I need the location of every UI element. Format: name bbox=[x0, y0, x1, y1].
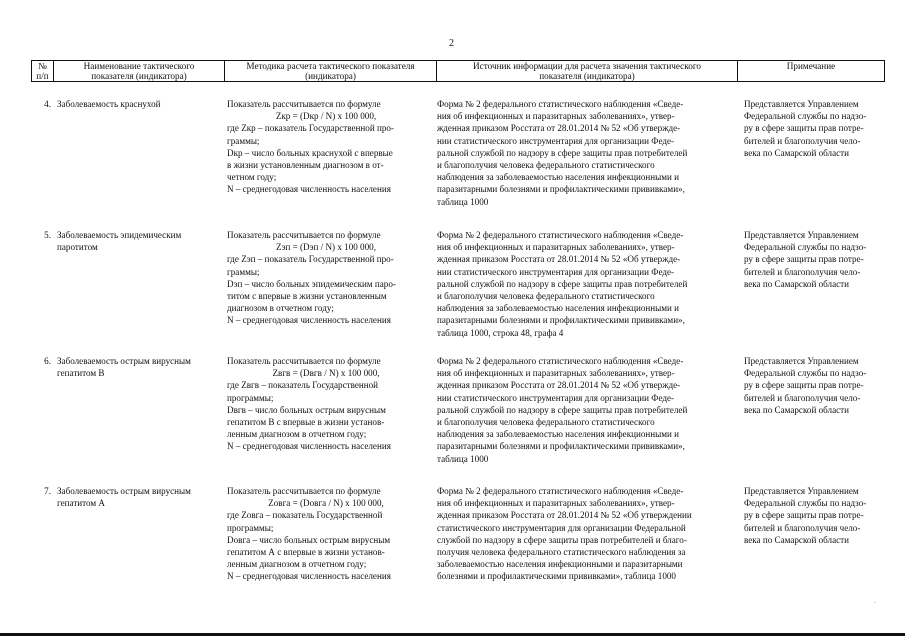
information-source-line: жденная приказом Росстата от 28.01.2014 № 52 «Об утвержде- bbox=[437, 254, 681, 265]
note-line: Представляется Управлением bbox=[744, 99, 859, 109]
row-number bbox=[31, 485, 51, 497]
calculation-method-line: четном году; bbox=[227, 172, 277, 183]
calculation-method-line: где Zовга – показатель Государственной bbox=[227, 510, 383, 521]
calculation-method-line: N – среднегодовая численность населения bbox=[227, 184, 391, 195]
information-source-line: жденная приказом Росстата от 28.01.2014 № 52 «Об утверждении bbox=[437, 510, 692, 521]
information-source-line: и благополучия человека федерального статистического bbox=[437, 417, 655, 428]
calculation-method-line: Zвгв = (Dвгв / N) x 100 000, bbox=[272, 368, 380, 379]
information-source-line: Форма № 2 федерального статистического наблюдения «Сведе- bbox=[437, 99, 684, 109]
calculation-method-line: в жизни установленным диагнозом в от- bbox=[227, 160, 384, 171]
information-source bbox=[437, 229, 741, 339]
information-source-line: паразитарными болезнями и профилактическими прививками», bbox=[437, 441, 685, 452]
indicator-name-line: Заболеваемость острым вирусным bbox=[57, 356, 191, 366]
calculation-method-line: Показатель рассчитывается по формуле bbox=[227, 230, 381, 240]
note-line: ру в сфере защиты прав потре- bbox=[744, 123, 864, 134]
information-source-line: ральной службой по надзору в сфере защиты прав потребителей bbox=[437, 147, 688, 158]
calculation-method-line: где Zвгв – показатель Государственной bbox=[227, 380, 379, 391]
information-source-line: Форма № 2 федерального статистического наблюдения «Сведе- bbox=[437, 356, 684, 366]
row-number-line: 6. bbox=[44, 356, 51, 366]
calculation-method-line: программы; bbox=[227, 392, 274, 403]
calculation-method-line: где Zэп – показатель Государственной про- bbox=[227, 254, 394, 265]
information-source-line: службой по надзору в сфере защиты прав потребителей и благо- bbox=[437, 534, 687, 545]
information-source-line: наблюдения за заболеваемостью населения инфекционными и bbox=[437, 303, 679, 314]
information-source-line: ния об инфекционных и паразитарных заболеваниях», утвер- bbox=[437, 498, 675, 509]
calculation-method-line: ленным диагнозом в отчетном году; bbox=[227, 559, 367, 570]
calculation-method-line: Dовга – число больных острым вирусным bbox=[227, 534, 391, 545]
note-line: Федеральной службы по надзо- bbox=[744, 368, 867, 379]
row-number bbox=[31, 355, 51, 367]
indicator-name-line: Заболеваемость краснухой bbox=[57, 99, 161, 109]
indicator-name-line: паротитом bbox=[57, 242, 98, 253]
calculation-method bbox=[227, 98, 425, 196]
calculation-method-line: где Zкр – показатель Государственной про- bbox=[227, 123, 394, 134]
information-source bbox=[437, 98, 741, 208]
note-line: века по Самарской области bbox=[744, 534, 850, 545]
indicator-name bbox=[57, 229, 225, 253]
note-line: бителей и благополучия чело- bbox=[744, 266, 861, 277]
calculation-method-line: Показатель рассчитывается по формуле bbox=[227, 99, 381, 109]
information-source-line: болезнями и профилактическими прививками», таблица 1000 bbox=[437, 571, 676, 582]
row-number-line: 4. bbox=[44, 99, 51, 109]
information-source-line: таблица 1000, строка 48, графа 4 bbox=[437, 327, 564, 338]
indicator-name bbox=[57, 485, 225, 509]
information-source-line: жденная приказом Росстата от 28.01.2014 № 52 «Об утвержде- bbox=[437, 380, 681, 391]
information-source-line: наблюдения за заболеваемостью населения инфекционными и bbox=[437, 172, 679, 183]
information-source-line: ральной службой по надзору в сфере защиты прав потребителей bbox=[437, 278, 688, 289]
calculation-method-line: Dвгв – число больных острым вирусным bbox=[227, 404, 386, 415]
header-note: Примечание bbox=[737, 61, 884, 81]
page-mark: . bbox=[874, 596, 876, 605]
information-source-line: таблица 1000 bbox=[437, 453, 489, 464]
information-source-line: нии статистического инструментария для организации Феде- bbox=[437, 135, 675, 146]
information-source-line: статистического инструментария для организации Федеральной bbox=[437, 522, 686, 533]
calculation-method bbox=[227, 229, 425, 327]
note-line: Представляется Управлением bbox=[744, 230, 859, 240]
calculation-method bbox=[227, 485, 425, 583]
information-source-line: ния об инфекционных и паразитарных заболеваниях», утвер- bbox=[437, 368, 675, 379]
indicator-name bbox=[57, 98, 225, 110]
indicator-name-line: Заболеваемость острым вирусным bbox=[57, 486, 191, 496]
calculation-method bbox=[227, 355, 425, 453]
calculation-method-line: гепатитом А с впервые в жизни установ- bbox=[227, 547, 385, 558]
indicator-name-line: Заболеваемость эпидемическим bbox=[57, 230, 182, 240]
information-source-line: Форма № 2 федерального статистического наблюдения «Сведе- bbox=[437, 486, 684, 496]
information-source-line: наблюдения за заболеваемостью населения инфекционными и bbox=[437, 429, 679, 440]
calculation-method-line: Показатель рассчитывается по формуле bbox=[227, 356, 381, 366]
information-source-line: заболеваемостью населения инфекционными и паразитарными bbox=[437, 559, 683, 570]
note-line: бителей и благополучия чело- bbox=[744, 522, 861, 533]
information-source-line: паразитарными болезнями и профилактическими прививками», bbox=[437, 315, 685, 326]
calculation-method-line: Dэп – число больных эпидемическим паро- bbox=[227, 278, 396, 289]
indicator-name bbox=[57, 355, 225, 379]
calculation-method-line: программы; bbox=[227, 522, 274, 533]
indicator-name-line: гепатитом А bbox=[57, 498, 105, 509]
information-source-line: паразитарными болезнями и профилактическими прививками», bbox=[437, 184, 685, 195]
header-source: Источник информации для расчета значения тактического показателя (индикатора) bbox=[436, 61, 737, 81]
row-number bbox=[31, 229, 51, 241]
calculation-method-line: Zовга = (Dовга / N) x 100 000, bbox=[268, 498, 384, 509]
note-line: века по Самарской области bbox=[744, 278, 850, 289]
calculation-method-line: Zэп = (Dэп / N) x 100 000, bbox=[276, 242, 376, 253]
calculation-method-line: N – среднегодовая численность населения bbox=[227, 441, 391, 452]
note bbox=[744, 355, 892, 416]
note-line: ру в сфере защиты прав потре- bbox=[744, 254, 864, 265]
calculation-method-line: Показатель рассчитывается по формуле bbox=[227, 486, 381, 496]
calculation-method-line: N – среднегодовая численность населения bbox=[227, 571, 391, 582]
note-line: века по Самарской области bbox=[744, 147, 850, 158]
information-source-line: и благополучия человека федерального статистического bbox=[437, 160, 655, 171]
row-number-line: 7. bbox=[44, 486, 51, 496]
note-line: бителей и благополучия чело- bbox=[744, 135, 861, 146]
header-method: Методика расчета тактического показателя (индикатора) bbox=[224, 61, 436, 81]
information-source-line: Форма № 2 федерального статистического наблюдения «Сведе- bbox=[437, 230, 684, 240]
information-source-line: и благополучия человека федерального статистического bbox=[437, 291, 655, 302]
information-source bbox=[437, 355, 741, 465]
information-source-line: ральной службой по надзору в сфере защиты прав потребителей bbox=[437, 404, 688, 415]
note-line: Федеральной службы по надзо- bbox=[744, 111, 867, 122]
calculation-method-line: диагнозом в отчетном году; bbox=[227, 303, 334, 314]
information-source-line: ния об инфекционных и паразитарных заболеваниях», утвер- bbox=[437, 242, 675, 253]
note-line: Федеральной службы по надзо- bbox=[744, 242, 867, 253]
information-source-line: нии статистического инструментария для организации Феде- bbox=[437, 392, 675, 403]
calculation-method-line: Zкр = (Dкр / N) x 100 000, bbox=[275, 111, 377, 122]
row-number bbox=[31, 98, 51, 110]
note bbox=[744, 485, 892, 546]
row-number-line: 5. bbox=[44, 230, 51, 240]
information-source-line: нии статистического инструментария для организации Феде- bbox=[437, 266, 675, 277]
note-line: бителей и благополучия чело- bbox=[744, 392, 861, 403]
information-source-line: жденная приказом Росстата от 28.01.2014 № 52 «Об утвержде- bbox=[437, 123, 681, 134]
information-source-line: таблица 1000 bbox=[437, 196, 489, 207]
note-line: ру в сфере защиты прав потре- bbox=[744, 380, 864, 391]
header-num: № п/п bbox=[36, 61, 49, 81]
header-name: Наименование тактического показателя (индикатора) bbox=[53, 61, 224, 81]
bottom-rule bbox=[0, 633, 905, 636]
calculation-method-line: гепатитом В с впервые в жизни установ- bbox=[227, 417, 385, 428]
calculation-method-line: титом с впервые в жизни установленным bbox=[227, 291, 387, 302]
calculation-method-line: граммы; bbox=[227, 266, 260, 277]
note-line: ру в сфере защиты прав потре- bbox=[744, 510, 864, 521]
information-source-line: ния об инфекционных и паразитарных заболеваниях», утвер- bbox=[437, 111, 675, 122]
calculation-method-line: ленным диагнозом в отчетном году; bbox=[227, 429, 367, 440]
note-line: Федеральной службы по надзо- bbox=[744, 498, 867, 509]
note bbox=[744, 229, 892, 290]
note bbox=[744, 98, 892, 159]
calculation-method-line: граммы; bbox=[227, 135, 260, 146]
table-header bbox=[31, 60, 885, 82]
note-line: Представляется Управлением bbox=[744, 486, 859, 496]
calculation-method-line: Dкр – число больных краснухой с впервые bbox=[227, 147, 393, 158]
note-line: века по Самарской области bbox=[744, 404, 850, 415]
page-number: 2 bbox=[449, 38, 454, 49]
calculation-method-line: N – среднегодовая численность населения bbox=[227, 315, 391, 326]
note-line: Представляется Управлением bbox=[744, 356, 859, 366]
information-source bbox=[437, 485, 741, 583]
information-source-line: получия человека федерального статистического наблюдения за bbox=[437, 547, 686, 558]
indicator-name-line: гепатитом В bbox=[57, 368, 105, 379]
